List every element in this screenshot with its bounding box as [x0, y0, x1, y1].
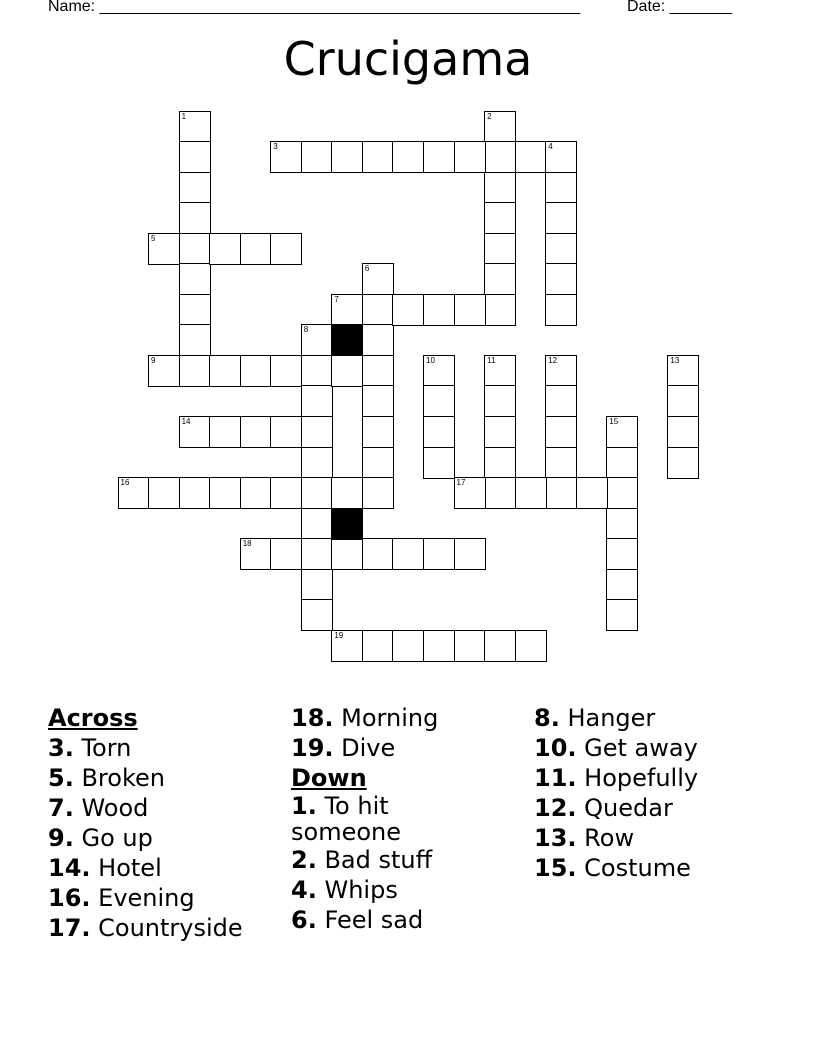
grid-cell[interactable] — [301, 477, 333, 509]
down-clue: 8. Hanger — [534, 704, 656, 732]
grid-cell[interactable] — [362, 416, 394, 448]
down-clue: 10. Get away — [534, 734, 698, 762]
grid-cell[interactable] — [362, 447, 394, 479]
cell-number: 8 — [303, 325, 309, 335]
grid-cell[interactable] — [148, 355, 180, 387]
grid-cell[interactable] — [484, 294, 516, 326]
cell-number: 7 — [334, 294, 339, 304]
grid-cell[interactable] — [362, 141, 394, 173]
grid-cell[interactable] — [606, 477, 638, 509]
grid-cell[interactable] — [362, 477, 394, 509]
down-clue: 12. Quedar — [534, 794, 673, 822]
grid-cell[interactable] — [179, 111, 211, 143]
grid-cell[interactable] — [484, 111, 516, 143]
grid-cell[interactable] — [301, 324, 333, 356]
grid-cell[interactable] — [270, 141, 302, 173]
grid-cell[interactable] — [545, 263, 577, 295]
grid-cell[interactable] — [667, 385, 699, 417]
grid-cell[interactable] — [484, 416, 516, 448]
grid-cell[interactable] — [454, 294, 486, 326]
grid-cell[interactable] — [545, 202, 577, 234]
grid-cell[interactable] — [423, 141, 455, 173]
grid-cell[interactable] — [301, 355, 333, 387]
grid-cell[interactable] — [179, 202, 211, 234]
date-field-line: Date: _______ — [627, 0, 732, 15]
cell-number: 11 — [487, 355, 496, 365]
grid-cell[interactable] — [362, 324, 394, 356]
grid-cell[interactable] — [667, 416, 699, 448]
grid-cell[interactable] — [179, 477, 211, 509]
down-clue: 6. Feel sad — [291, 906, 424, 934]
grid-cell[interactable] — [148, 233, 180, 265]
down-clue: 1. To hit someone — [291, 792, 401, 846]
cell-number: 16 — [120, 478, 130, 488]
grid-cell[interactable] — [484, 477, 516, 509]
cell-number: 12 — [548, 355, 558, 365]
grid-cell[interactable] — [545, 385, 577, 417]
grid-cell[interactable] — [576, 477, 608, 509]
grid-cell[interactable] — [301, 569, 333, 601]
grid-cell[interactable] — [362, 355, 394, 387]
grid-cell[interactable] — [301, 141, 333, 173]
cell-number: 3 — [273, 142, 278, 152]
grid-cell[interactable] — [240, 538, 272, 570]
grid-cell[interactable] — [362, 263, 394, 295]
cell-number: 4 — [548, 142, 553, 152]
grid-cell[interactable] — [362, 294, 394, 326]
grid-cell[interactable] — [301, 385, 333, 417]
grid-cell[interactable] — [148, 477, 180, 509]
cell-number: 17 — [456, 478, 466, 488]
across-clue: 7. Wood — [48, 794, 149, 822]
grid-cell[interactable] — [240, 416, 272, 448]
grid-cell[interactable] — [301, 599, 333, 631]
grid-cell[interactable] — [545, 294, 577, 326]
down-clue: 4. Whips — [291, 876, 398, 904]
grid-cell[interactable] — [484, 385, 516, 417]
clues-column-2 — [291, 703, 511, 935]
grid-cell[interactable] — [454, 141, 486, 173]
cell-number: 6 — [364, 264, 370, 274]
grid-cell[interactable] — [240, 355, 272, 387]
grid-cell[interactable] — [545, 141, 577, 173]
across-clue: 9. Go up — [48, 824, 153, 852]
black-cell — [331, 508, 363, 540]
grid-cell[interactable] — [423, 385, 455, 417]
grid-cell[interactable] — [515, 477, 547, 509]
grid-cell[interactable] — [545, 477, 577, 509]
grid-cell[interactable] — [545, 416, 577, 448]
grid-cell[interactable] — [423, 294, 455, 326]
grid-cell[interactable] — [545, 233, 577, 265]
grid-cell[interactable] — [392, 141, 424, 173]
grid-cell[interactable] — [454, 630, 486, 662]
down-heading: Down — [291, 764, 367, 792]
down-clue: 11. Hopefully — [534, 764, 699, 792]
cell-number: 15 — [609, 417, 619, 426]
grid-cell[interactable] — [454, 538, 486, 570]
grid-cell[interactable] — [179, 324, 211, 356]
grid-cell[interactable] — [270, 233, 302, 265]
down-clue: 13. Row — [534, 824, 635, 852]
grid-cell[interactable] — [270, 477, 302, 509]
grid-cell[interactable] — [179, 355, 211, 387]
across-heading: Across — [48, 704, 138, 732]
grid-cell[interactable] — [179, 172, 211, 204]
clues-column-1 — [48, 703, 268, 943]
grid-cell[interactable] — [667, 355, 699, 387]
grid-cell[interactable] — [301, 538, 333, 570]
grid-cell[interactable] — [179, 141, 211, 173]
cell-number: 1 — [181, 111, 187, 121]
grid-cell[interactable] — [362, 630, 394, 662]
grid-cell[interactable] — [270, 416, 302, 448]
grid-cell[interactable] — [331, 141, 363, 173]
grid-cell[interactable] — [301, 447, 333, 479]
across-clue: 18. Morning — [291, 704, 439, 732]
grid-cell[interactable] — [545, 172, 577, 204]
grid-cell[interactable] — [331, 630, 363, 662]
grid-cell[interactable] — [331, 538, 363, 570]
black-cell — [331, 324, 363, 356]
cell-number: 14 — [181, 417, 191, 426]
grid-cell[interactable] — [484, 447, 516, 479]
grid-cell[interactable] — [270, 538, 302, 570]
grid-cell[interactable] — [209, 233, 241, 265]
clues-column-3 — [534, 703, 754, 883]
grid-cell[interactable] — [606, 416, 638, 448]
grid-cell[interactable] — [179, 416, 211, 448]
across-clue: 3. Torn — [48, 734, 132, 762]
grid-cell[interactable] — [484, 263, 516, 295]
grid-cell[interactable] — [423, 355, 455, 387]
grid-cell[interactable] — [484, 355, 516, 387]
grid-cell[interactable] — [484, 233, 516, 265]
grid-cell[interactable] — [331, 355, 363, 387]
across-clue: 14. Hotel — [48, 854, 162, 882]
cell-number: 13 — [670, 355, 680, 365]
grid-cell[interactable] — [301, 416, 333, 448]
grid-cell[interactable] — [392, 294, 424, 326]
grid-cell[interactable] — [484, 202, 516, 234]
grid-cell[interactable] — [392, 538, 424, 570]
down-clue: 15. Costume — [534, 854, 691, 882]
grid-cell[interactable] — [606, 447, 638, 479]
across-clue: 16. Evening — [48, 884, 195, 912]
name-field-line: Name: ______________________________________________________ — [48, 0, 581, 15]
grid-cell[interactable] — [423, 630, 455, 662]
across-clue: 17. Countryside — [48, 914, 243, 942]
grid-cell[interactable] — [209, 355, 241, 387]
cell-number: 2 — [487, 111, 492, 121]
cell-number: 5 — [151, 233, 156, 243]
grid-cell[interactable] — [545, 355, 577, 387]
grid-cell[interactable] — [392, 630, 424, 662]
grid-cell[interactable] — [423, 416, 455, 448]
grid-cell[interactable] — [667, 447, 699, 479]
grid-cell[interactable] — [179, 294, 211, 326]
grid-cell[interactable] — [301, 508, 333, 540]
grid-cell[interactable] — [331, 477, 363, 509]
grid-cell[interactable] — [545, 447, 577, 479]
cell-number: 9 — [151, 355, 156, 365]
grid-cell[interactable] — [606, 599, 638, 631]
grid-cell[interactable] — [118, 477, 150, 509]
grid-cell[interactable] — [362, 385, 394, 417]
grid-cell[interactable] — [606, 538, 638, 570]
grid-cell[interactable] — [515, 630, 547, 662]
grid-cell[interactable] — [606, 569, 638, 601]
grid-cell[interactable] — [179, 233, 211, 265]
cell-number: 19 — [334, 630, 344, 640]
grid-cell[interactable] — [209, 416, 241, 448]
cell-number: 10 — [426, 355, 435, 365]
cell-number: 18 — [242, 539, 252, 549]
down-clue: 2. Bad stuff — [291, 846, 433, 874]
grid-cell[interactable] — [484, 172, 516, 204]
grid-cell[interactable] — [484, 141, 516, 173]
grid-cell[interactable] — [240, 477, 272, 509]
across-clue: 19. Dive — [291, 734, 396, 762]
puzzle-title: Crucigama — [283, 32, 533, 86]
grid-cell[interactable] — [423, 538, 455, 570]
grid-cell[interactable] — [484, 630, 516, 662]
grid-cell[interactable] — [606, 508, 638, 540]
grid-cell[interactable] — [240, 233, 272, 265]
grid-cell[interactable] — [331, 294, 363, 326]
grid-cell[interactable] — [454, 477, 486, 509]
grid-cell[interactable] — [179, 263, 211, 295]
grid-cell[interactable] — [209, 477, 241, 509]
grid-cell[interactable] — [362, 538, 394, 570]
grid-cell[interactable] — [270, 355, 302, 387]
across-clue: 5. Broken — [48, 764, 165, 792]
grid-cell[interactable] — [423, 447, 455, 479]
grid-cell[interactable] — [515, 141, 547, 173]
